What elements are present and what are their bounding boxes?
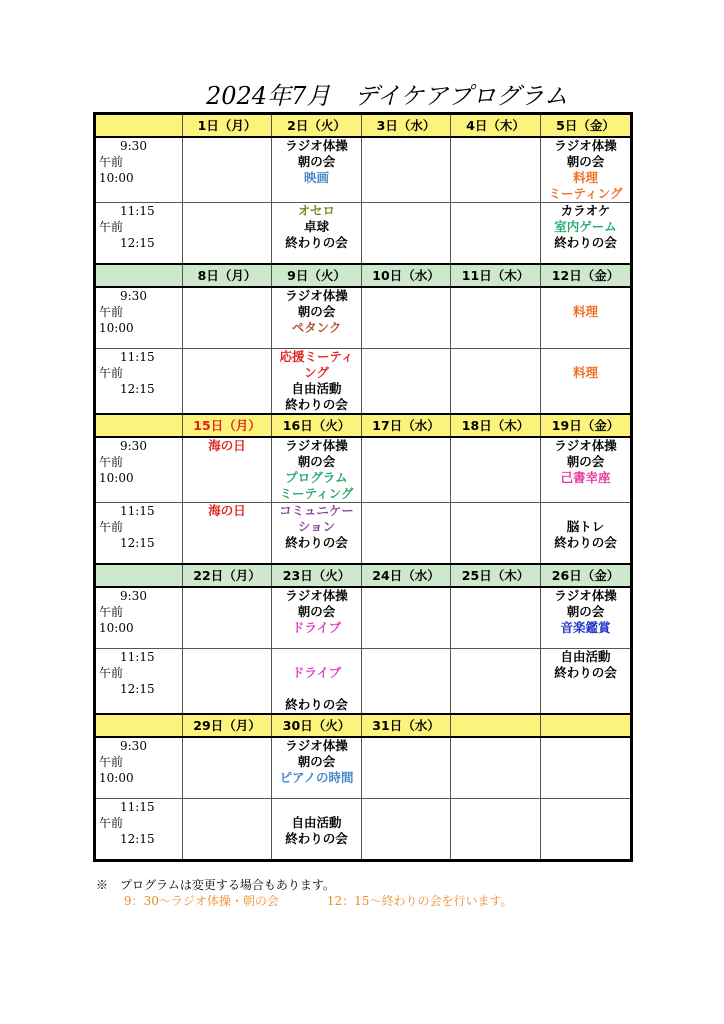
activity-item: ラジオ体操 <box>554 588 617 603</box>
time-label: 10:00 <box>99 321 134 335</box>
time-range-cell <box>95 799 183 861</box>
activity-cell <box>362 737 451 799</box>
time-label: 9:30 <box>120 439 147 453</box>
activity-cell <box>451 503 541 565</box>
activity-cell <box>451 799 541 861</box>
day-header: 1日（月） <box>183 114 272 138</box>
week-header-row <box>95 114 632 138</box>
activity-item: ピアノの時間 <box>279 770 354 785</box>
activity-cell <box>272 649 362 715</box>
activity-cell <box>183 287 272 349</box>
activity-cell <box>541 287 632 349</box>
note-times <box>124 892 561 909</box>
time-range-cell <box>95 287 183 349</box>
activity-cell <box>541 587 632 649</box>
activity-item: ドライブ <box>291 665 342 680</box>
time-label: 12:15 <box>120 382 155 396</box>
header-corner-cell <box>95 564 183 587</box>
activity-item: ラジオ体操 <box>285 138 348 153</box>
activity-item: ペタンク <box>291 320 342 335</box>
activity-cell <box>541 137 632 203</box>
activity-item <box>541 503 630 519</box>
activity-item: ラジオ体操 <box>554 138 617 153</box>
activity-cell <box>272 137 362 203</box>
activity-cell <box>183 799 272 861</box>
activity-item: ミーティング <box>279 486 354 501</box>
time-label: 12:15 <box>120 832 155 846</box>
activity-item <box>272 799 361 815</box>
activity-cell <box>451 137 541 203</box>
day-header: 23日（火） <box>272 564 362 587</box>
activity-item: 終わりの会 <box>285 397 348 412</box>
activity-item: 朝の会 <box>566 454 605 469</box>
day-header: 22日（月） <box>183 564 272 587</box>
time-period-label: 午前 <box>99 605 124 619</box>
time-label: 10:00 <box>99 621 134 635</box>
activity-cell <box>362 587 451 649</box>
week-header-row <box>95 264 632 287</box>
activity-item: 終わりの会 <box>554 665 617 680</box>
time-label: 10:00 <box>99 771 134 785</box>
morning-slot-row <box>95 737 632 799</box>
day-header: 12日（金） <box>541 264 632 287</box>
activity-item: ラジオ体操 <box>285 738 348 753</box>
activity-item: 自由活動 <box>560 649 611 664</box>
day-header: 4日（木） <box>451 114 541 138</box>
activity-cell <box>541 203 632 265</box>
activity-cell <box>362 649 451 715</box>
day-header: 2日（火） <box>272 114 362 138</box>
day-header: 10日（水） <box>362 264 451 287</box>
activity-item: ラジオ体操 <box>554 438 617 453</box>
time-label: 11:15 <box>120 350 155 364</box>
activity-item: 終わりの会 <box>285 535 348 550</box>
activity-cell <box>183 437 272 503</box>
activity-item: ミーティング <box>548 186 623 201</box>
late-morning-slot-row <box>95 349 632 415</box>
time-range-cell <box>95 137 183 203</box>
activity-item <box>541 288 630 304</box>
activity-item: 朝の会 <box>566 604 605 619</box>
activity-cell <box>541 503 632 565</box>
time-label: 9:30 <box>120 289 147 303</box>
late-morning-slot-row <box>95 649 632 715</box>
day-header: 3日（水） <box>362 114 451 138</box>
day-header: 26日（金） <box>541 564 632 587</box>
activity-item: 料理 <box>572 170 598 185</box>
day-header: 15日（月） <box>183 414 272 437</box>
activity-item: ション <box>297 519 336 534</box>
week-header-row <box>95 564 632 587</box>
day-header <box>451 714 541 737</box>
activity-cell <box>272 437 362 503</box>
activity-item: 朝の会 <box>297 604 336 619</box>
morning-slot-row <box>95 287 632 349</box>
time-period-label: 午前 <box>99 220 124 234</box>
activity-cell <box>272 349 362 415</box>
activity-item <box>541 349 630 365</box>
time-label: 9:30 <box>120 739 147 753</box>
header-corner-cell <box>95 414 183 437</box>
activity-item: 自由活動 <box>291 815 342 830</box>
activity-cell <box>183 137 272 203</box>
activity-item: コミュニケー <box>279 503 354 518</box>
activity-cell <box>541 437 632 503</box>
day-header: 8日（月） <box>183 264 272 287</box>
day-header: 9日（火） <box>272 264 362 287</box>
activity-item <box>272 681 361 697</box>
late-morning-slot-row <box>95 203 632 265</box>
activity-item: ラジオ体操 <box>285 588 348 603</box>
day-header: 24日（水） <box>362 564 451 587</box>
activity-item: 卓球 <box>303 219 329 234</box>
activity-item: 朝の会 <box>566 154 605 169</box>
activity-cell <box>451 203 541 265</box>
activity-cell <box>451 587 541 649</box>
time-period-label: 午前 <box>99 816 124 830</box>
morning-slot-row <box>95 137 632 203</box>
time-label: 9:30 <box>120 139 147 153</box>
activity-cell <box>451 649 541 715</box>
activity-item: 朝の会 <box>297 454 336 469</box>
activity-item: 終わりの会 <box>554 535 617 550</box>
day-header: 16日（火） <box>272 414 362 437</box>
activity-item: 己書幸座 <box>560 470 611 485</box>
day-header <box>541 714 632 737</box>
time-period-label: 午前 <box>99 366 124 380</box>
activity-cell <box>272 737 362 799</box>
time-range-cell <box>95 349 183 415</box>
activity-cell <box>541 737 632 799</box>
note-morning-time: 9：30～ラジオ体操・朝の会 <box>124 894 279 908</box>
activity-cell <box>541 799 632 861</box>
page-title: 2024年7月 デイケアプログラム <box>206 82 568 110</box>
activity-cell <box>451 737 541 799</box>
note-closing-time: 12：15～終わりの会を行います。 <box>326 894 513 908</box>
activity-item: 終わりの会 <box>285 235 348 250</box>
time-label: 12:15 <box>120 236 155 250</box>
activity-cell <box>272 287 362 349</box>
time-label: 11:15 <box>120 800 155 814</box>
late-morning-slot-row <box>95 799 632 861</box>
activity-item: プログラム <box>285 470 348 485</box>
activity-cell <box>362 349 451 415</box>
activity-item: ラジオ体操 <box>285 438 348 453</box>
time-label: 11:15 <box>120 204 155 218</box>
activity-cell <box>362 287 451 349</box>
activity-item: 料理 <box>572 304 598 319</box>
activity-cell <box>183 203 272 265</box>
activity-cell <box>451 437 541 503</box>
time-label: 11:15 <box>120 650 155 664</box>
time-period-label: 午前 <box>99 755 124 769</box>
day-header: 30日（火） <box>272 714 362 737</box>
day-header: 11日（木） <box>451 264 541 287</box>
activity-item: 海の日 <box>208 503 246 518</box>
week-header-row <box>95 414 632 437</box>
activity-item: 朝の会 <box>297 754 336 769</box>
activity-cell <box>272 503 362 565</box>
activity-cell <box>362 437 451 503</box>
late-morning-slot-row <box>95 503 632 565</box>
header-corner-cell <box>95 114 183 138</box>
time-label: 12:15 <box>120 682 155 696</box>
header-corner-cell <box>95 714 183 737</box>
header-corner-cell <box>95 264 183 287</box>
activity-cell <box>272 587 362 649</box>
activity-cell <box>451 349 541 415</box>
activity-cell <box>272 203 362 265</box>
time-range-cell <box>95 203 183 265</box>
time-range-cell <box>95 437 183 503</box>
activity-item <box>272 649 361 665</box>
activity-cell <box>451 287 541 349</box>
activity-item: カラオケ <box>560 203 611 218</box>
activity-item: ング <box>304 365 329 380</box>
activity-item: 映画 <box>303 170 329 185</box>
activity-item: オセロ <box>297 203 336 218</box>
time-range-cell <box>95 649 183 715</box>
activity-item: 音楽鑑賞 <box>560 620 611 635</box>
activity-cell <box>183 649 272 715</box>
activity-item: 終わりの会 <box>285 831 348 846</box>
time-label: 12:15 <box>120 536 155 550</box>
time-label: 9:30 <box>120 589 147 603</box>
day-header: 31日（水） <box>362 714 451 737</box>
activity-cell <box>362 137 451 203</box>
activity-item: 終わりの会 <box>554 235 617 250</box>
activity-cell <box>183 503 272 565</box>
time-range-cell <box>95 587 183 649</box>
activity-item: 終わりの会 <box>285 697 348 712</box>
activity-item: 脳トレ <box>566 519 605 534</box>
activity-cell <box>541 349 632 415</box>
time-period-label: 午前 <box>99 520 124 534</box>
activity-item: 朝の会 <box>297 154 336 169</box>
time-range-cell <box>95 503 183 565</box>
schedule-table <box>93 112 633 862</box>
time-label: 11:15 <box>120 504 155 518</box>
activity-item: ラジオ体操 <box>285 288 348 303</box>
activity-cell <box>541 649 632 715</box>
time-range-cell <box>95 737 183 799</box>
day-header: 29日（月） <box>183 714 272 737</box>
time-period-label: 午前 <box>99 455 124 469</box>
day-header: 5日（金） <box>541 114 632 138</box>
time-label: 10:00 <box>99 471 134 485</box>
activity-cell <box>362 503 451 565</box>
day-header: 17日（水） <box>362 414 451 437</box>
activity-item: 朝の会 <box>297 304 336 319</box>
activity-cell <box>183 349 272 415</box>
morning-slot-row <box>95 437 632 503</box>
day-header: 19日（金） <box>541 414 632 437</box>
activity-item: 室内ゲーム <box>554 219 617 234</box>
time-period-label: 午前 <box>99 155 124 169</box>
day-header: 25日（木） <box>451 564 541 587</box>
activity-item: 自由活動 <box>291 381 342 396</box>
activity-cell <box>272 799 362 861</box>
morning-slot-row <box>95 587 632 649</box>
week-header-row <box>95 714 632 737</box>
day-header: 18日（木） <box>451 414 541 437</box>
activity-cell <box>362 799 451 861</box>
time-label: 10:00 <box>99 171 134 185</box>
activity-cell <box>183 587 272 649</box>
activity-cell <box>183 737 272 799</box>
activity-item: 応援ミーティ <box>279 349 354 364</box>
note-change: ※ プログラムは変更する場合もあります。 <box>96 878 335 892</box>
activity-item: 海の日 <box>208 438 246 453</box>
activity-item: 料理 <box>572 365 598 380</box>
time-period-label: 午前 <box>99 666 124 680</box>
time-period-label: 午前 <box>99 305 124 319</box>
activity-item: ドライブ <box>291 620 342 635</box>
activity-cell <box>362 203 451 265</box>
